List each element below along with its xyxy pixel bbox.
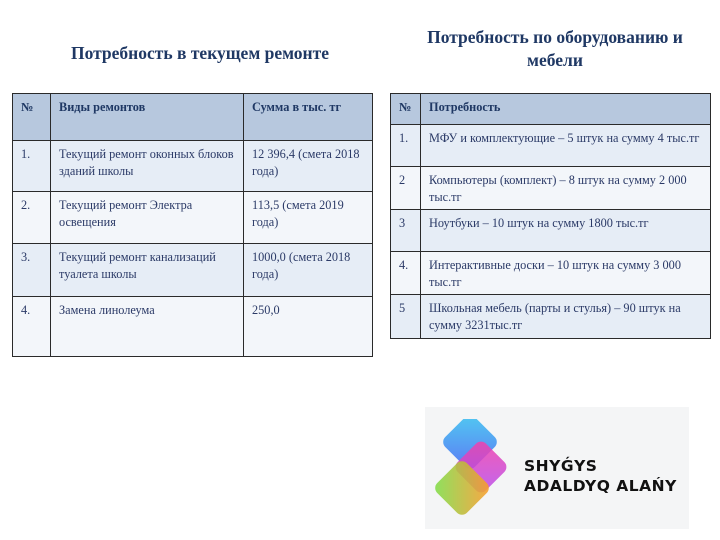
need-item: Школьная мебель (парты и стулья) – 90 штук на сумму 3231тыс.тг — [421, 295, 711, 338]
table-row — [391, 210, 711, 252]
table-row — [13, 141, 373, 192]
row-number: 4. — [391, 252, 421, 295]
needs-table — [390, 93, 711, 339]
table-row — [391, 252, 711, 295]
row-number: 4. — [13, 297, 51, 357]
repair-type: Текущий ремонт оконных блоков зданий школы — [51, 141, 244, 192]
table-row — [391, 295, 711, 338]
row-number: 3 — [391, 210, 421, 252]
equipment-title: Потребность по оборудованию и мебели — [427, 27, 683, 70]
table-header-row — [13, 94, 373, 141]
row-number: 2. — [13, 192, 51, 244]
row-number: 5 — [391, 295, 421, 338]
repair-sum: 113,5 (смета 2019 года) — [244, 192, 373, 244]
need-item: Ноутбуки – 10 штук на сумму 1800 тыс.тг — [421, 210, 711, 252]
row-number: 3. — [13, 244, 51, 297]
column-header: Потребность — [421, 94, 711, 125]
logo-text — [524, 456, 677, 496]
need-item: Интерактивные доски – 10 штук на сумму 3 000 тыс.тг — [421, 252, 711, 295]
logo-mark-icon — [435, 419, 521, 519]
need-item: МФУ и комплектующие – 5 штук на сумму 4 тыс.тг — [421, 125, 711, 167]
column-header: № — [391, 94, 421, 125]
logo — [425, 407, 689, 529]
table-row — [13, 297, 373, 357]
row-number: 1. — [391, 125, 421, 167]
table-row — [391, 167, 711, 210]
table-row — [13, 244, 373, 297]
repair-sum: 250,0 — [244, 297, 373, 357]
repair-sum: 1000,0 (смета 2018 года) — [244, 244, 373, 297]
need-item: Компьютеры (комплект) – 8 штук на сумму 2 000 тыс.тг — [421, 167, 711, 210]
table-row — [391, 125, 711, 167]
column-header: № — [13, 94, 51, 141]
row-number: 1. — [13, 141, 51, 192]
repair-type: Текущий ремонт Электра освещения — [51, 192, 244, 244]
repairs-title: Потребность в текущем ремонте — [70, 43, 329, 63]
repair-type: Замена линолеума — [51, 297, 244, 357]
repair-sum: 12 396,4 (смета 2018 года) — [244, 141, 373, 192]
table-header-row — [391, 94, 711, 125]
column-header: Виды ремонтов — [51, 94, 244, 141]
column-header: Сумма в тыс. тг — [244, 94, 373, 141]
repair-type: Текущий ремонт канализаций туалета школы — [51, 244, 244, 297]
repairs-table — [12, 93, 373, 357]
row-number: 2 — [391, 167, 421, 210]
table-row — [13, 192, 373, 244]
logo-line-1: SHYǴYS — [524, 457, 598, 475]
logo-line-2: ADALDYQ ALAŃY — [524, 477, 677, 496]
